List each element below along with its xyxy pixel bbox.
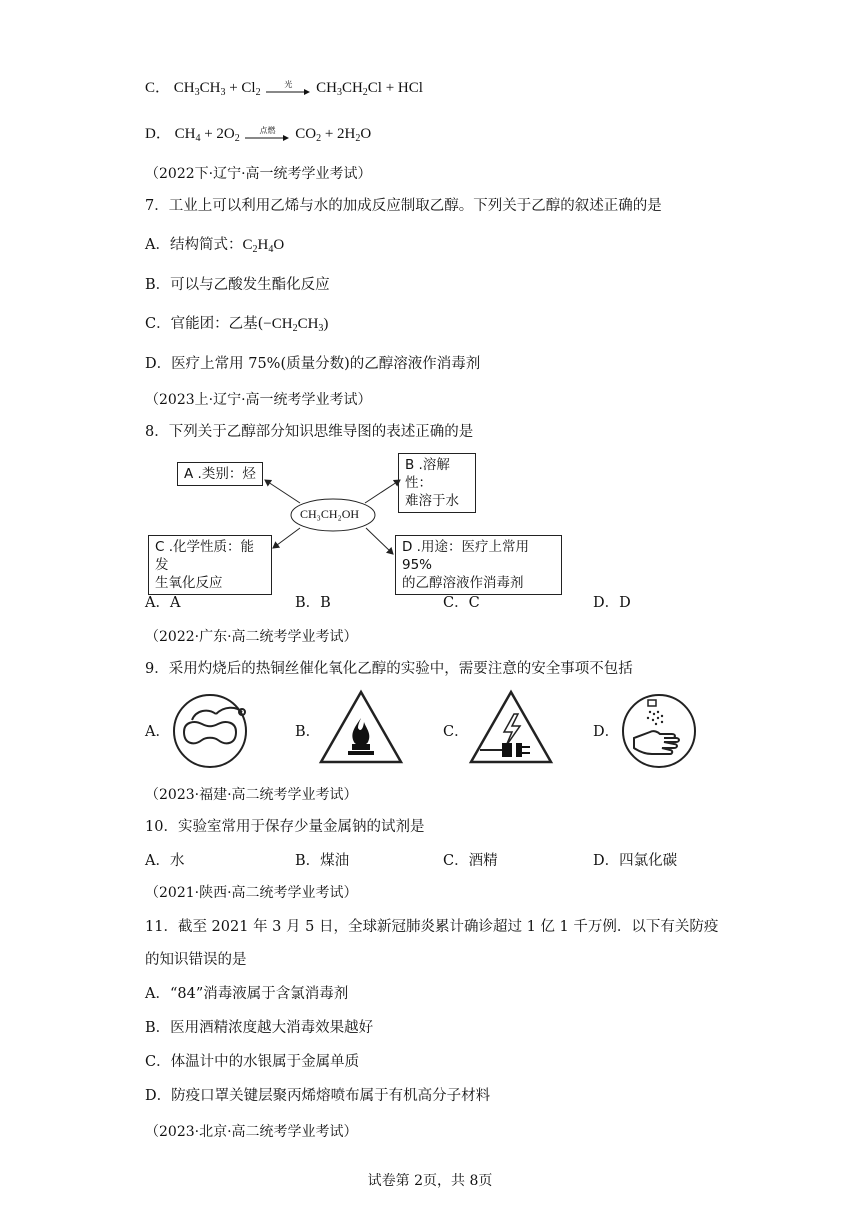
- q7-option-b: B．可以与乙酸发生酯化反应: [145, 277, 330, 293]
- q8-option-c: C．C: [443, 595, 480, 611]
- mind-map-box-b: B .溶解性： 难溶于水: [398, 453, 476, 513]
- mind-map-box-c: C .化学性质：能发 生氧化反应: [148, 535, 272, 595]
- q6-option-c: C． $CH_3CH_3 + Cl_2$ 光 $CH_3CH_2Cl$ + HCl: [145, 79, 423, 98]
- q7-option-d: D．医疗上常用 75%(质量分数)的乙醇溶液作消毒剂: [145, 356, 481, 372]
- q9-option-b: B．: [295, 724, 321, 740]
- q11-option-c: C．体温计中的水银属于金属单质: [145, 1054, 360, 1070]
- q11-option-d: D．防疫口罩关键层聚丙烯熔喷布属于有机高分子材料: [145, 1088, 491, 1104]
- q7-option-c: C．官能团：乙基$(-CH_2CH_3)$: [145, 316, 329, 334]
- q10-options: [145, 849, 705, 869]
- q10-option-a: A．水: [145, 853, 185, 869]
- q11-option-a: A．“84”消毒液属于含氯消毒剂: [145, 986, 349, 1002]
- q9-stem: 9．采用灼烧后的热铜丝催化氧化乙醇的实验中，需要注意的安全事项不包括: [145, 661, 633, 677]
- q8-option-d: D．D: [593, 595, 631, 611]
- q9-option-c: C．: [443, 724, 469, 740]
- question-source: （2021·陕西·高二统考学业考试）: [145, 885, 358, 901]
- electrical-hazard-icon: [468, 688, 554, 766]
- q10-stem: 10．实验室常用于保存少量金属钠的试剂是: [145, 819, 425, 835]
- fire-warning-icon: [318, 688, 404, 766]
- wash-hands-icon: [620, 692, 700, 770]
- question-source: （2023上·辽宁·高一统考学业考试）: [145, 392, 372, 408]
- mind-map-box-d: D .用途：医疗上常用95% 的乙醇溶液作消毒剂: [395, 535, 562, 595]
- q11-option-b: B．医用酒精浓度越大消毒效果越好: [145, 1020, 374, 1036]
- question-source: （2022下·辽宁·高一统考学业考试）: [145, 166, 372, 182]
- q7-stem: 7．工业上可以利用乙烯与水的加成反应制取乙醇。下列关于乙醇的叙述正确的是: [145, 198, 662, 214]
- question-source: （2023·福建·高二统考学业考试）: [145, 787, 358, 803]
- mind-map-center: CH₃CH₂OH: [300, 507, 360, 521]
- q7-option-a: A．结构简式：$C_2H_4O$: [145, 237, 285, 255]
- reaction-arrow: 点燃: [245, 127, 289, 143]
- q10-option-c: C．酒精: [443, 853, 498, 869]
- question-source: （2023·北京·高二统考学业考试）: [145, 1124, 358, 1140]
- reaction-arrow: 光: [266, 81, 310, 97]
- q8-option-a: A．A: [145, 595, 181, 611]
- mind-map-box-a: A .类别：烃: [177, 462, 263, 486]
- q8-option-b: B．B: [295, 595, 331, 611]
- q6-option-d: D． $CH_4 + 2O_2$ 点燃 $CO_2 + 2H_2O$: [145, 125, 372, 144]
- mind-map-arrows: [0, 0, 860, 600]
- mind-map: [0, 0, 860, 600]
- question-source: （2022·广东·高二统考学业考试）: [145, 629, 358, 645]
- q11-stem-line2: 的知识错误的是: [145, 952, 247, 968]
- q9-option-d: D．: [593, 724, 620, 740]
- q9-option-a: A．: [145, 724, 170, 740]
- q8-stem: 8．下列关于乙醇部分知识思维导图的表述正确的是: [145, 424, 474, 440]
- goggles-icon: [170, 692, 252, 770]
- q10-option-d: D．四氯化碳: [593, 853, 678, 869]
- q8-options: [145, 591, 705, 611]
- page-footer: 试卷第 2页，共 8页: [367, 1173, 493, 1189]
- q11-stem-line1: 11．截至 2021 年 3 月 5 日，全球新冠肺炎累计确诊超过 1 亿 1 千万例．以下有关防疫: [145, 919, 719, 935]
- q10-option-b: B．煤油: [295, 853, 350, 869]
